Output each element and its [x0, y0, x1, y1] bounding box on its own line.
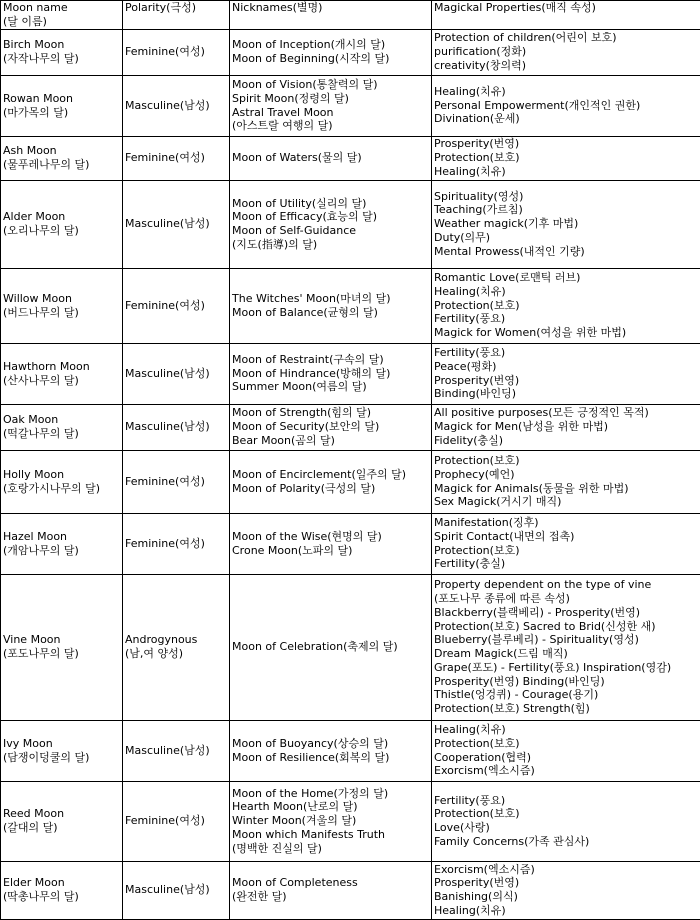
- polarity-text: (남,여 양성): [125, 647, 227, 661]
- table-row: [1, 180, 700, 268]
- properties-text: Mental Prowess(내적인 기량): [434, 245, 698, 259]
- moon-name-text: (갈대의 달): [3, 821, 120, 835]
- properties-text: Blackberry(블랙베리) - Prosperity(번영): [434, 606, 698, 620]
- moon-name-cell: [1, 513, 123, 574]
- properties-cell: [432, 268, 700, 343]
- table-row: [1, 861, 700, 919]
- nicknames-cell: [230, 75, 432, 136]
- polarity-cell: [123, 404, 230, 450]
- moon-name-cell: [1, 343, 123, 404]
- table-row: [1, 404, 700, 450]
- properties-text: Binding(바인딩): [434, 387, 698, 401]
- moon-name-text: (마가목의 달): [3, 106, 120, 120]
- nicknames-text: Spirit Moon(정령의 달): [232, 92, 429, 106]
- table-row: [1, 781, 700, 861]
- properties-text: Fertility(충실): [434, 557, 698, 571]
- properties-text: Protection of children(어린이 보호): [434, 31, 698, 45]
- table-row: [1, 513, 700, 574]
- properties-cell: [432, 720, 700, 781]
- nicknames-text: Summer Moon(여름의 달): [232, 380, 429, 394]
- moon-name-text: (물푸레나무의 달): [3, 158, 120, 172]
- properties-text: All positive purposes(모든 긍정적인 목적): [434, 406, 698, 420]
- nicknames-text: Moon of Strength(힘의 달): [232, 406, 429, 420]
- nicknames-text: Moon of Self-Guidance: [232, 224, 429, 238]
- nicknames-text: Moon of Buoyancy(상승의 달): [232, 737, 429, 751]
- moon-name-cell: [1, 781, 123, 861]
- moon-name-text: (버드나무의 달): [3, 306, 120, 320]
- nicknames-cell: [230, 781, 432, 861]
- moon-name-text: (오리나무의 달): [3, 224, 120, 238]
- polarity-text: Feminine(여성): [125, 475, 227, 489]
- properties-cell: [432, 450, 700, 513]
- polarity-cell: [123, 75, 230, 136]
- properties-text: Prosperity(번영): [434, 876, 698, 890]
- polarity-cell: [123, 136, 230, 180]
- properties-cell: [432, 404, 700, 450]
- header-magickal-properties: [432, 1, 700, 30]
- nicknames-text: Crone Moon(노파의 달): [232, 544, 429, 558]
- properties-cell: [432, 343, 700, 404]
- nicknames-cell: [230, 180, 432, 268]
- table-body: [1, 29, 700, 919]
- properties-text: Dream Magick(드림 매직): [434, 647, 698, 661]
- nicknames-text: Moon which Manifests Truth: [232, 828, 429, 842]
- moon-name-cell: [1, 861, 123, 919]
- moon-name-text: Elder Moon: [3, 876, 120, 890]
- properties-text: Protection(보호): [434, 807, 698, 821]
- properties-text: Exorcism(엑소시즘): [434, 764, 698, 778]
- nicknames-text: Astral Travel Moon: [232, 106, 429, 120]
- moon-name-cell: [1, 180, 123, 268]
- nicknames-text: Moon of the Home(가정의 달): [232, 787, 429, 801]
- properties-text: Fertility(풍요): [434, 346, 698, 360]
- properties-text: Protection(보호): [434, 544, 698, 558]
- moon-name-text: Alder Moon: [3, 210, 120, 224]
- moon-name-cell: [1, 574, 123, 720]
- header-polarity: [123, 1, 230, 30]
- nicknames-text: (완전한 달): [232, 890, 429, 904]
- moon-name-text: Oak Moon: [3, 413, 120, 427]
- properties-text: Prosperity(번영) Binding(바인딩): [434, 675, 698, 689]
- nicknames-text: The Witches' Moon(마녀의 달): [232, 292, 429, 306]
- properties-text: Protection(보호): [434, 737, 698, 751]
- polarity-text: Masculine(남성): [125, 744, 227, 758]
- moon-name-text: (떡갈나무의 달): [3, 427, 120, 441]
- moon-name-cell: [1, 268, 123, 343]
- nicknames-text: Moon of Encirclement(일주의 달): [232, 468, 429, 482]
- properties-text: Banishing(의식): [434, 890, 698, 904]
- moon-name-text: (개암나무의 달): [3, 544, 120, 558]
- properties-text: Cooperation(협력): [434, 751, 698, 765]
- properties-text: Fertility(풍요): [434, 312, 698, 326]
- nicknames-text: Moon of Waters(물의 달): [232, 151, 429, 165]
- polarity-cell: [123, 343, 230, 404]
- nicknames-text: Moon of Vision(통찰력의 달): [232, 78, 429, 92]
- header-moon-name: [1, 1, 123, 30]
- nicknames-cell: [230, 574, 432, 720]
- nicknames-text: Moon of Celebration(축제의 달): [232, 640, 429, 654]
- properties-text: Exorcism(엑소시즘): [434, 863, 698, 877]
- properties-text: Healing(치유): [434, 85, 698, 99]
- table-header: [1, 1, 700, 30]
- properties-text: Protection(보호): [434, 454, 698, 468]
- table-row: [1, 136, 700, 180]
- properties-text: Property dependent on the type of vine: [434, 578, 698, 592]
- moon-name-cell: [1, 450, 123, 513]
- nicknames-text: Moon of Resilience(회복의 달): [232, 751, 429, 765]
- polarity-cell: [123, 861, 230, 919]
- nicknames-text: Moon of Security(보안의 달): [232, 420, 429, 434]
- table-row: [1, 75, 700, 136]
- moon-name-text: Holly Moon: [3, 468, 120, 482]
- properties-text: Prosperity(번영): [434, 374, 698, 388]
- properties-text: Prosperity(번영): [434, 137, 698, 151]
- polarity-text: Feminine(여성): [125, 45, 227, 59]
- nicknames-text: Moon of Polarity(극성의 달): [232, 482, 429, 496]
- table-row: [1, 574, 700, 720]
- properties-text: Divination(운세): [434, 112, 698, 126]
- moon-name-cell: [1, 404, 123, 450]
- nicknames-text: Bear Moon(곰의 달): [232, 434, 429, 448]
- nicknames-text: Moon of Completeness: [232, 876, 429, 890]
- properties-text: Protection(보호) Strength(힘): [434, 702, 698, 716]
- moon-name-text: (담쟁이덩쿨의 달): [3, 751, 120, 765]
- polarity-text: Feminine(여성): [125, 814, 227, 828]
- nicknames-text: (아스트랄 여행의 달): [232, 119, 429, 133]
- properties-text: purification(정화): [434, 45, 698, 59]
- nicknames-cell: [230, 404, 432, 450]
- properties-text: Romantic Love(로맨틱 러브): [434, 271, 698, 285]
- header-text: (달 이름): [3, 15, 120, 29]
- properties-text: Spirituality(영성): [434, 190, 698, 204]
- properties-cell: [432, 781, 700, 861]
- properties-text: Prophecy(예언): [434, 468, 698, 482]
- polarity-text: Masculine(남성): [125, 99, 227, 113]
- properties-text: Love(사랑): [434, 821, 698, 835]
- properties-text: (포도나무 종류에 따른 속성): [434, 592, 698, 606]
- polarity-text: Masculine(남성): [125, 420, 227, 434]
- table-row: [1, 29, 700, 75]
- nicknames-text: Moon of Inception(개시의 달): [232, 38, 429, 52]
- properties-text: Weather magick(기후 마법): [434, 217, 698, 231]
- properties-cell: [432, 861, 700, 919]
- moon-name-text: Ivy Moon: [3, 737, 120, 751]
- polarity-text: Feminine(여성): [125, 151, 227, 165]
- moon-name-text: (산사나무의 달): [3, 374, 120, 388]
- nicknames-cell: [230, 136, 432, 180]
- polarity-cell: [123, 781, 230, 861]
- properties-text: Fertility(풍요): [434, 794, 698, 808]
- header-text: Magickal Properties(매직 속성): [434, 1, 698, 15]
- table-row: [1, 720, 700, 781]
- polarity-text: Feminine(여성): [125, 537, 227, 551]
- properties-text: Healing(치유): [434, 285, 698, 299]
- nicknames-cell: [230, 861, 432, 919]
- properties-text: Grape(포도) - Fertility(풍요) Inspiration(영감): [434, 661, 698, 675]
- moon-name-text: Birch Moon: [3, 38, 120, 52]
- header-nicknames: [230, 1, 432, 30]
- moon-name-text: Vine Moon: [3, 633, 120, 647]
- nicknames-text: Hearth Moon(난로의 달): [232, 800, 429, 814]
- nicknames-cell: [230, 343, 432, 404]
- polarity-text: Masculine(남성): [125, 217, 227, 231]
- properties-text: Fidelity(충실): [434, 434, 698, 448]
- nicknames-text: (명백한 진실의 달): [232, 842, 429, 856]
- header-row: [1, 1, 700, 30]
- polarity-text: Masculine(남성): [125, 883, 227, 897]
- header-text: Polarity(극성): [125, 1, 227, 15]
- moon-name-text: Rowan Moon: [3, 92, 120, 106]
- moon-name-text: (딱총나무의 달): [3, 890, 120, 904]
- properties-text: Duty(의무): [434, 231, 698, 245]
- properties-cell: [432, 75, 700, 136]
- header-text: Moon name: [3, 1, 120, 15]
- properties-text: Manifestation(징후): [434, 516, 698, 530]
- properties-cell: [432, 29, 700, 75]
- nicknames-text: Moon of Utility(실리의 달): [232, 197, 429, 211]
- properties-text: Personal Empowerment(개인적인 권한): [434, 99, 698, 113]
- nicknames-cell: [230, 450, 432, 513]
- nicknames-text: Moon of Balance(균형의 달): [232, 306, 429, 320]
- polarity-cell: [123, 720, 230, 781]
- properties-text: Spirit Contact(내면의 접촉): [434, 530, 698, 544]
- properties-text: Magick for Men(남성을 위한 마법): [434, 420, 698, 434]
- nicknames-cell: [230, 268, 432, 343]
- properties-text: Protection(보호): [434, 299, 698, 313]
- nicknames-text: Moon of Beginning(시작의 달): [232, 52, 429, 66]
- polarity-text: Masculine(남성): [125, 367, 227, 381]
- moon-name-text: Willow Moon: [3, 292, 120, 306]
- properties-text: Magick for Animals(동물을 위한 마법): [434, 482, 698, 496]
- properties-text: Protection(보호) Sacred to Brid(신성한 새): [434, 620, 698, 634]
- polarity-cell: [123, 574, 230, 720]
- properties-text: Healing(치유): [434, 904, 698, 918]
- properties-text: creativity(창의력): [434, 59, 698, 73]
- nicknames-text: Moon of Hindrance(방해의 달): [232, 367, 429, 381]
- header-text: Nicknames(별명): [232, 1, 429, 15]
- properties-text: Magick for Women(여성을 위한 마법): [434, 326, 698, 340]
- moon-name-text: (포도나무의 달): [3, 647, 120, 661]
- properties-text: Blueberry(블루베리) - Spirituality(영성): [434, 633, 698, 647]
- properties-text: Healing(치유): [434, 165, 698, 179]
- properties-cell: [432, 180, 700, 268]
- polarity-cell: [123, 450, 230, 513]
- properties-text: Peace(평화): [434, 360, 698, 374]
- table-row: [1, 450, 700, 513]
- moon-name-cell: [1, 136, 123, 180]
- polarity-cell: [123, 513, 230, 574]
- nicknames-cell: [230, 513, 432, 574]
- nicknames-cell: [230, 720, 432, 781]
- moon-name-cell: [1, 720, 123, 781]
- nicknames-text: (지도(指導)의 달): [232, 238, 429, 252]
- properties-cell: [432, 136, 700, 180]
- moon-name-text: (호랑가시나무의 달): [3, 482, 120, 496]
- nicknames-text: Moon of Efficacy(효능의 달): [232, 210, 429, 224]
- nicknames-text: Winter Moon(겨울의 달): [232, 814, 429, 828]
- moon-name-text: Hazel Moon: [3, 530, 120, 544]
- properties-text: Protection(보호): [434, 151, 698, 165]
- nicknames-text: Moon of the Wise(현명의 달): [232, 530, 429, 544]
- moon-name-cell: [1, 29, 123, 75]
- properties-text: Sex Magick(거시기 매직): [434, 495, 698, 509]
- polarity-cell: [123, 180, 230, 268]
- nicknames-text: Moon of Restraint(구속의 달): [232, 353, 429, 367]
- moon-name-text: Reed Moon: [3, 807, 120, 821]
- polarity-text: Androgynous: [125, 633, 227, 647]
- table-row: [1, 268, 700, 343]
- properties-text: Family Concerns(가족 관심사): [434, 835, 698, 849]
- moon-name-cell: [1, 75, 123, 136]
- properties-text: Healing(치유): [434, 723, 698, 737]
- properties-text: Thistle(엉겅퀴) - Courage(용기): [434, 688, 698, 702]
- moon-name-text: Ash Moon: [3, 144, 120, 158]
- nicknames-cell: [230, 29, 432, 75]
- polarity-text: Feminine(여성): [125, 299, 227, 313]
- polarity-cell: [123, 29, 230, 75]
- moon-name-text: Hawthorn Moon: [3, 360, 120, 374]
- properties-text: Teaching(가르침): [434, 203, 698, 217]
- table-row: [1, 343, 700, 404]
- properties-cell: [432, 513, 700, 574]
- properties-cell: [432, 574, 700, 720]
- moon-name-text: (자작나무의 달): [3, 52, 120, 66]
- polarity-cell: [123, 268, 230, 343]
